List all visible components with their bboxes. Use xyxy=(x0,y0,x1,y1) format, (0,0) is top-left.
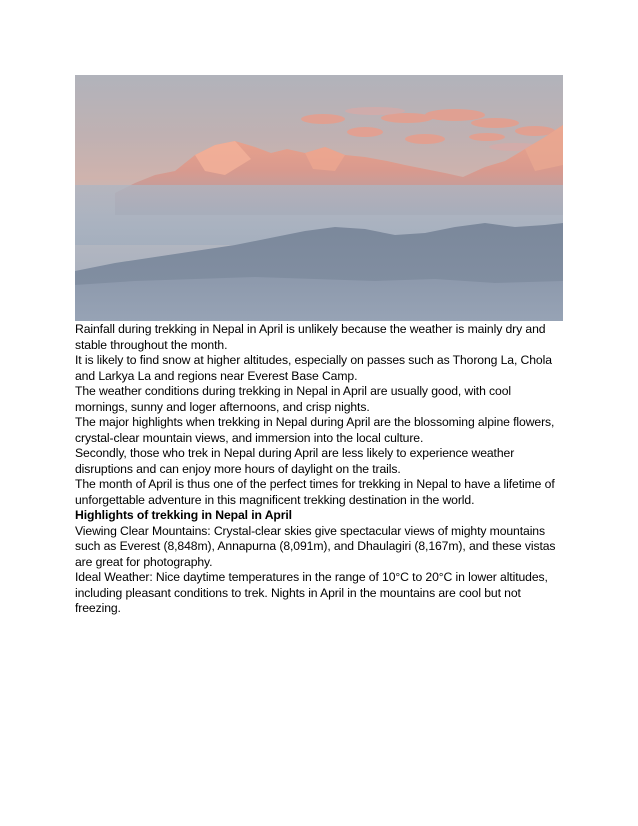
mountain-sunset-photo xyxy=(75,75,563,321)
mountain-photo xyxy=(75,75,563,321)
paragraph-weather-conditions: The weather conditions during trekking in Nepal in April are usually good, with cool mornings, sunny and loger afternoons, and crisp nights. xyxy=(75,384,512,414)
paragraph-rainfall: Rainfall during trekking in Nepal in April is unlikely because the weather is mainly dry and stable throughout the month. xyxy=(75,322,546,352)
section-heading: Highlights of trekking in Nepal in April xyxy=(75,508,292,522)
paragraph-snow: It is likely to find snow at higher altitudes, especially on passes such as Thorong La, Chola and Larkya La and regions near Everest Base Camp. xyxy=(75,353,552,383)
article-text xyxy=(75,322,565,617)
highlight-ideal-weather: Ideal Weather: Nice daytime temperatures in the range of 10°C to 20°C in lower altitudes, including pleasant conditions to trek. Nights in April in the mountains are cool but not freezing. xyxy=(75,570,548,615)
paragraph-conclusion: The month of April is thus one of the perfect times for trekking in Nepal to have a lifetime of unforgettable adventure in this magnificent trekking destination in the world. xyxy=(75,477,555,507)
paragraph-highlights-intro: The major highlights when trekking in Nepal during April are the blossoming alpine flowers, crystal-clear mountain views, and immersion into the local culture. xyxy=(75,415,555,445)
paragraph-disruptions: Secondly, those who trek in Nepal during April are less likely to experience weather disruptions and can enjoy more hours of daylight on the trails. xyxy=(75,446,515,476)
highlight-clear-mountains: Viewing Clear Mountains: Crystal-clear skies give spectacular views of mighty mountains such as Everest (8,848m), Annapurna (8,091m), and Dhaulagiri (8,167m), and these vistas are great for photography. xyxy=(75,523,556,569)
